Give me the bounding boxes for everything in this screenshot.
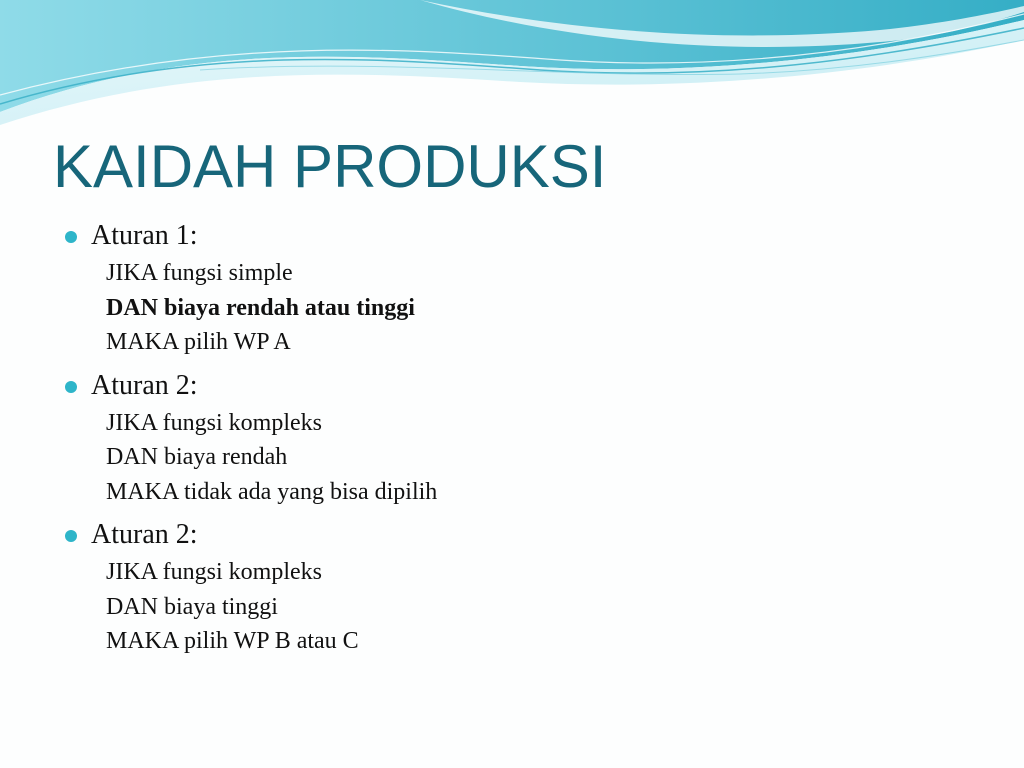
rules-list <box>63 216 963 665</box>
rule-heading: Aturan 2: <box>91 369 198 401</box>
rule-1 <box>63 216 963 360</box>
rule-line: MAKA pilih WP A <box>106 329 291 355</box>
rule-line: MAKA pilih WP B atau C <box>106 628 359 654</box>
header-wave-decoration <box>0 0 1024 125</box>
rule-2 <box>63 366 963 510</box>
rule-line: JIKA fungsi simple <box>106 260 293 286</box>
rule-line: DAN biaya rendah <box>106 444 288 470</box>
rule-3 <box>63 515 963 659</box>
rule-heading: Aturan 1: <box>91 220 198 251</box>
rule-line: MAKA tidak ada yang bisa dipilih <box>106 478 438 505</box>
round-bullet-icon <box>65 231 77 243</box>
slide-title: KAIDAH PRODUKSI <box>53 133 607 200</box>
rule-heading: Aturan 2: <box>91 519 198 550</box>
rule-line: DAN biaya rendah atau tinggi <box>106 294 415 321</box>
rule-line: DAN biaya tinggi <box>106 593 278 620</box>
round-bullet-icon <box>65 381 77 393</box>
round-bullet-icon <box>65 530 77 542</box>
rule-line: JIKA fungsi kompleks <box>106 409 322 436</box>
rule-line: JIKA fungsi kompleks <box>106 559 322 585</box>
